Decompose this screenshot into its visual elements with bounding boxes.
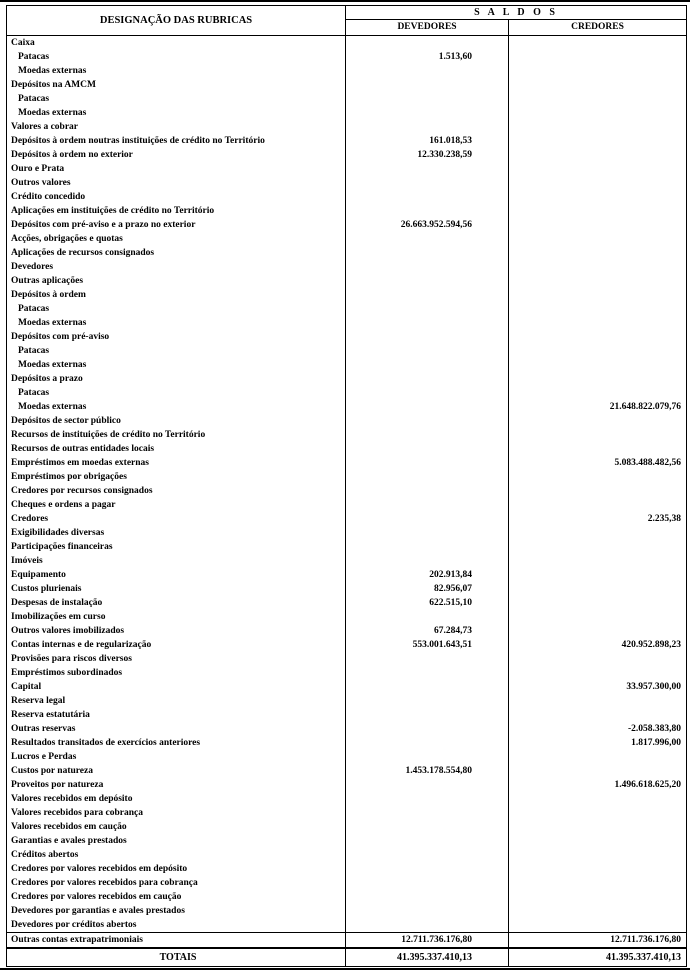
table-row: [7, 400, 687, 414]
table-row: [7, 36, 687, 51]
table-row: [7, 498, 687, 512]
credores-value: [509, 442, 687, 456]
credores-value: [509, 316, 687, 330]
table-row: [7, 92, 687, 106]
table-row: [7, 638, 687, 652]
credores-value: [509, 568, 687, 582]
rubric-label: Provisões para riscos diversos: [11, 654, 132, 664]
rubric-label: Outros valores: [11, 178, 71, 188]
devedores-value: [346, 848, 509, 862]
rubric-label: Patacas: [18, 52, 50, 62]
column-header-credores: CREDORES: [509, 20, 687, 36]
rubric-label: Exigibilidades diversas: [11, 528, 105, 538]
credores-value: [509, 848, 687, 862]
table-row: [7, 232, 687, 246]
table-row: [7, 456, 687, 470]
credores-value: [509, 92, 687, 106]
devedores-value: [346, 778, 509, 792]
table-row: [7, 568, 687, 582]
table-row: [7, 246, 687, 260]
rubric-label: Outras aplicações: [11, 276, 84, 286]
devedores-value: [346, 386, 509, 400]
rubric-label: Caixa: [11, 38, 35, 48]
rubric-label: Devedores por garantias e avales prestados: [11, 906, 185, 916]
table-row: [7, 820, 687, 834]
rubric-label: Aplicações em instituições de crédito no Território: [11, 206, 215, 216]
table-row: [7, 890, 687, 904]
devedores-value: [346, 806, 509, 820]
credores-value: [509, 750, 687, 764]
table-row: [7, 904, 687, 918]
devedores-value: [346, 442, 509, 456]
table-row: [7, 708, 687, 722]
table-row: [7, 610, 687, 624]
rubric-label: Outras contas extrapatrimoniais: [7, 933, 346, 949]
rubric-label: Empréstimos em moedas externas: [11, 458, 149, 468]
devedores-value: [346, 484, 509, 498]
devedores-value: 1.513,60: [346, 50, 509, 64]
devedores-value: [346, 876, 509, 890]
credores-value: 5.083.488.482,56: [509, 456, 687, 470]
rubric-label: Depósitos à ordem: [11, 290, 86, 300]
table-row: [7, 596, 687, 610]
table-row: [7, 428, 687, 442]
devedores-value: [346, 204, 509, 218]
rubric-label: Empréstimos por obrigações: [11, 472, 127, 482]
credores-value: [509, 708, 687, 722]
rubric-label: Valores a cobrar: [11, 122, 79, 132]
rubric-label: Patacas: [18, 94, 50, 104]
table-row: [7, 876, 687, 890]
devedores-value: [346, 890, 509, 904]
rubric-label: Despesas de instalação: [11, 598, 103, 608]
table-row: [7, 862, 687, 876]
credores-value: [509, 876, 687, 890]
devedores-value: [346, 274, 509, 288]
table-row: [7, 176, 687, 190]
table-row: [7, 442, 687, 456]
credores-value: 1.817.996,00: [509, 736, 687, 750]
table-row: [7, 680, 687, 694]
devedores-value: 12.330.238,59: [346, 148, 509, 162]
devedores-value: [346, 162, 509, 176]
table-row: [7, 274, 687, 288]
credores-value: 420.952.898,23: [509, 638, 687, 652]
rubric-label: Valores recebidos em caução: [11, 822, 127, 832]
devedores-value: [346, 736, 509, 750]
credores-value: [509, 610, 687, 624]
devedores-value: [346, 316, 509, 330]
credores-value: [509, 246, 687, 260]
rubric-label: Resultados transitados de exercícios anteriores: [11, 738, 201, 748]
credores-value: [509, 218, 687, 232]
credores-value: [509, 764, 687, 778]
table-row: [7, 722, 687, 736]
table-row: [7, 778, 687, 792]
table-row: [7, 652, 687, 666]
rubric-label: Contas internas e de regularização: [11, 640, 152, 650]
rubric-label: Depósitos com pré-aviso: [11, 332, 110, 342]
totals-credores-value: 41.395.337.410,13: [509, 948, 687, 967]
credores-value: [509, 652, 687, 666]
table-row: [7, 736, 687, 750]
devedores-value: 202.913,84: [346, 568, 509, 582]
devedores-value: 26.663.952.594,56: [346, 218, 509, 232]
rubric-label: Custos por natureza: [11, 766, 93, 776]
devedores-value: [346, 358, 509, 372]
credores-value: [509, 554, 687, 568]
devedores-value: [346, 64, 509, 78]
rubric-label: Outras reservas: [11, 724, 76, 734]
credores-value: [509, 540, 687, 554]
devedores-value: [346, 512, 509, 526]
table-row: [7, 554, 687, 568]
table-row: [7, 120, 687, 134]
rubric-label: Garantias e avales prestados: [11, 836, 127, 846]
credores-value: [509, 358, 687, 372]
credores-value: [509, 386, 687, 400]
rubric-label: Recursos de outras entidades locais: [11, 444, 155, 454]
rubric-label: Moedas externas: [18, 66, 87, 76]
rubric-label: Credores por valores recebidos em depósito: [11, 864, 188, 874]
column-header-saldos: S A L D O S: [346, 6, 687, 20]
devedores-value: [346, 834, 509, 848]
totals-row: [7, 948, 687, 967]
credores-value: [509, 694, 687, 708]
credores-value: 12.711.736.176,80: [509, 933, 687, 949]
devedores-value: [346, 694, 509, 708]
rubric-label: Depósitos à ordem noutras instituições de crédito no Território: [11, 136, 265, 146]
rubric-label: Moedas externas: [18, 402, 87, 412]
credores-value: [509, 330, 687, 344]
credores-value: [509, 204, 687, 218]
devedores-value: [346, 176, 509, 190]
table-row: [7, 750, 687, 764]
table-row: [7, 288, 687, 302]
rubric-label: Credores: [11, 514, 49, 524]
devedores-value: [346, 372, 509, 386]
table-footer: [7, 948, 687, 967]
rubric-label: Cheques e ordens a pagar: [11, 500, 116, 510]
devedores-value: [346, 106, 509, 120]
credores-value: [509, 498, 687, 512]
table-row: [7, 218, 687, 232]
rubric-label: Imóveis: [11, 556, 43, 566]
credores-value: [509, 526, 687, 540]
credores-value: 21.648.822.079,76: [509, 400, 687, 414]
devedores-value: [346, 820, 509, 834]
devedores-value: [346, 862, 509, 876]
devedores-value: 12.711.736.176,80: [346, 933, 509, 949]
credores-value: [509, 64, 687, 78]
devedores-value: [346, 288, 509, 302]
credores-value: [509, 134, 687, 148]
rubric-label: Créditos abertos: [11, 850, 79, 860]
credores-value: [509, 666, 687, 680]
table-row: [7, 540, 687, 554]
table-row: [7, 933, 687, 949]
rubric-label: Equipamento: [11, 570, 66, 580]
devedores-value: [346, 470, 509, 484]
rubric-label: Depósitos na AMCM: [11, 80, 96, 90]
credores-value: [509, 78, 687, 92]
totals-devedores-value: 41.395.337.410,13: [346, 948, 509, 967]
rubric-label: Participações financeiras: [11, 542, 113, 552]
table-row: [7, 694, 687, 708]
rubric-label: Imobilizações em curso: [11, 612, 106, 622]
table-row: [7, 302, 687, 316]
table-row: [7, 512, 687, 526]
credores-value: 33.957.300,00: [509, 680, 687, 694]
devedores-value: [346, 666, 509, 680]
credores-value: [509, 624, 687, 638]
table-row: [7, 764, 687, 778]
devedores-value: [346, 246, 509, 260]
credores-value: [509, 302, 687, 316]
rubric-label: Moedas externas: [18, 360, 87, 370]
table-row: [7, 260, 687, 274]
credores-value: [509, 372, 687, 386]
table-row: [7, 414, 687, 428]
credores-value: [509, 162, 687, 176]
rubric-label: Ouro e Prata: [11, 164, 65, 174]
rubric-label: Depósitos de sector público: [11, 416, 121, 426]
rubric-label: Depósitos a prazo: [11, 374, 83, 384]
balance-table: [6, 5, 687, 967]
table-row: [7, 526, 687, 540]
credores-value: [509, 232, 687, 246]
table-row: [7, 64, 687, 78]
devedores-value: 67.284,73: [346, 624, 509, 638]
table-row: [7, 470, 687, 484]
devedores-value: [346, 498, 509, 512]
credores-value: [509, 106, 687, 120]
column-header-devedores: DEVEDORES: [346, 20, 509, 36]
table-row: [7, 78, 687, 92]
credores-value: [509, 428, 687, 442]
table-row: [7, 848, 687, 862]
rubric-label: Capital: [11, 682, 42, 692]
credores-value: [509, 288, 687, 302]
table-row: [7, 50, 687, 64]
credores-value: [509, 834, 687, 848]
devedores-value: [346, 330, 509, 344]
rubric-label: Proveitos por natureza: [11, 780, 104, 790]
table-row: [7, 190, 687, 204]
rubric-label: Acções, obrigações e quotas: [11, 234, 123, 244]
rubric-label: Depósitos com pré-aviso e a prazo no exterior: [11, 220, 196, 230]
devedores-value: 82.956,07: [346, 582, 509, 596]
rubric-label: Reserva estatutária: [11, 710, 90, 720]
credores-value: [509, 120, 687, 134]
devedores-value: [346, 36, 509, 51]
table-row: [7, 792, 687, 806]
rubric-label: Patacas: [18, 304, 50, 314]
rubric-label: Devedores: [11, 262, 54, 272]
table-row: [7, 330, 687, 344]
devedores-value: [346, 400, 509, 414]
devedores-value: [346, 750, 509, 764]
credores-value: [509, 904, 687, 918]
devedores-value: [346, 232, 509, 246]
rubric-label: Credores por recursos consignados: [11, 486, 153, 496]
devedores-value: 622.515,10: [346, 596, 509, 610]
credores-value: [509, 484, 687, 498]
devedores-value: 1.453.178.554,80: [346, 764, 509, 778]
devedores-value: [346, 120, 509, 134]
page-top-rule: [0, 0, 690, 2]
header-row-top: [7, 6, 687, 20]
rubric-label: Crédito concedido: [11, 192, 86, 202]
credores-value: [509, 792, 687, 806]
table-row: [7, 918, 687, 933]
rubric-label: Valores recebidos em depósito: [11, 794, 133, 804]
devedores-value: [346, 190, 509, 204]
table-row: [7, 666, 687, 680]
rubric-label: Depósitos à ordem no exterior: [11, 150, 133, 160]
rubric-label: Credores por valores recebidos em caução: [11, 892, 182, 902]
table-header: [7, 6, 687, 36]
devedores-value: [346, 92, 509, 106]
credores-value: [509, 582, 687, 596]
table-row: [7, 106, 687, 120]
devedores-value: [346, 540, 509, 554]
rubric-label: Patacas: [18, 388, 50, 398]
devedores-value: [346, 344, 509, 358]
credores-value: 2.235,38: [509, 512, 687, 526]
rubric-label: Empréstimos subordinados: [11, 668, 123, 678]
credores-value: [509, 806, 687, 820]
credores-value: -2.058.383,80: [509, 722, 687, 736]
devedores-value: [346, 708, 509, 722]
table-row: [7, 358, 687, 372]
devedores-value: [346, 428, 509, 442]
devedores-value: [346, 722, 509, 736]
credores-value: [509, 344, 687, 358]
rubric-label: Moedas externas: [18, 108, 87, 118]
devedores-value: [346, 918, 509, 933]
devedores-value: [346, 78, 509, 92]
table-row: [7, 372, 687, 386]
table-row: [7, 148, 687, 162]
devedores-value: 161.018,53: [346, 134, 509, 148]
rubric-label: Outros valores imobilizados: [11, 626, 125, 636]
rubric-label: Reserva legal: [11, 696, 66, 706]
credores-value: [509, 190, 687, 204]
rubric-label: Patacas: [18, 346, 50, 356]
credores-value: [509, 36, 687, 51]
rubric-label: Aplicações de recursos consignados: [11, 248, 155, 258]
credores-value: [509, 414, 687, 428]
credores-value: [509, 260, 687, 274]
devedores-value: [346, 554, 509, 568]
table-row: [7, 806, 687, 820]
table-row: [7, 386, 687, 400]
credores-value: [509, 274, 687, 288]
table-row: [7, 582, 687, 596]
credores-value: [509, 176, 687, 190]
column-header-designacao: DESIGNAÇÃO DAS RUBRICAS: [7, 6, 346, 36]
devedores-value: [346, 904, 509, 918]
devedores-value: [346, 680, 509, 694]
credores-value: [509, 820, 687, 834]
table-row: [7, 162, 687, 176]
table-row: [7, 316, 687, 330]
rubric-label: Recursos de instituições de crédito no Território: [11, 430, 206, 440]
credores-value: [509, 148, 687, 162]
devedores-value: 553.001.643,51: [346, 638, 509, 652]
table-row: [7, 484, 687, 498]
credores-value: [509, 470, 687, 484]
credores-value: [509, 596, 687, 610]
devedores-value: [346, 526, 509, 540]
rubric-label: Moedas externas: [18, 318, 87, 328]
table-row: [7, 204, 687, 218]
devedores-value: [346, 260, 509, 274]
credores-value: 1.496.618.625,20: [509, 778, 687, 792]
table-row: [7, 344, 687, 358]
credores-value: [509, 50, 687, 64]
credores-value: [509, 918, 687, 933]
totals-label: TOTAIS: [7, 948, 346, 967]
rubric-label: Lucros e Perdas: [11, 752, 77, 762]
table-row: [7, 834, 687, 848]
devedores-value: [346, 456, 509, 470]
table-body: [7, 36, 687, 949]
devedores-value: [346, 792, 509, 806]
devedores-value: [346, 610, 509, 624]
table-row: [7, 134, 687, 148]
rubric-label: Devedores por créditos abertos: [11, 920, 137, 930]
devedores-value: [346, 652, 509, 666]
devedores-value: [346, 414, 509, 428]
table-row: [7, 624, 687, 638]
rubric-label: Credores por valores recebidos para cobrança: [11, 878, 198, 888]
credores-value: [509, 862, 687, 876]
rubric-label: Custos plurienais: [11, 584, 82, 594]
devedores-value: [346, 302, 509, 316]
rubric-label: Valores recebidos para cobrança: [11, 808, 144, 818]
credores-value: [509, 890, 687, 904]
